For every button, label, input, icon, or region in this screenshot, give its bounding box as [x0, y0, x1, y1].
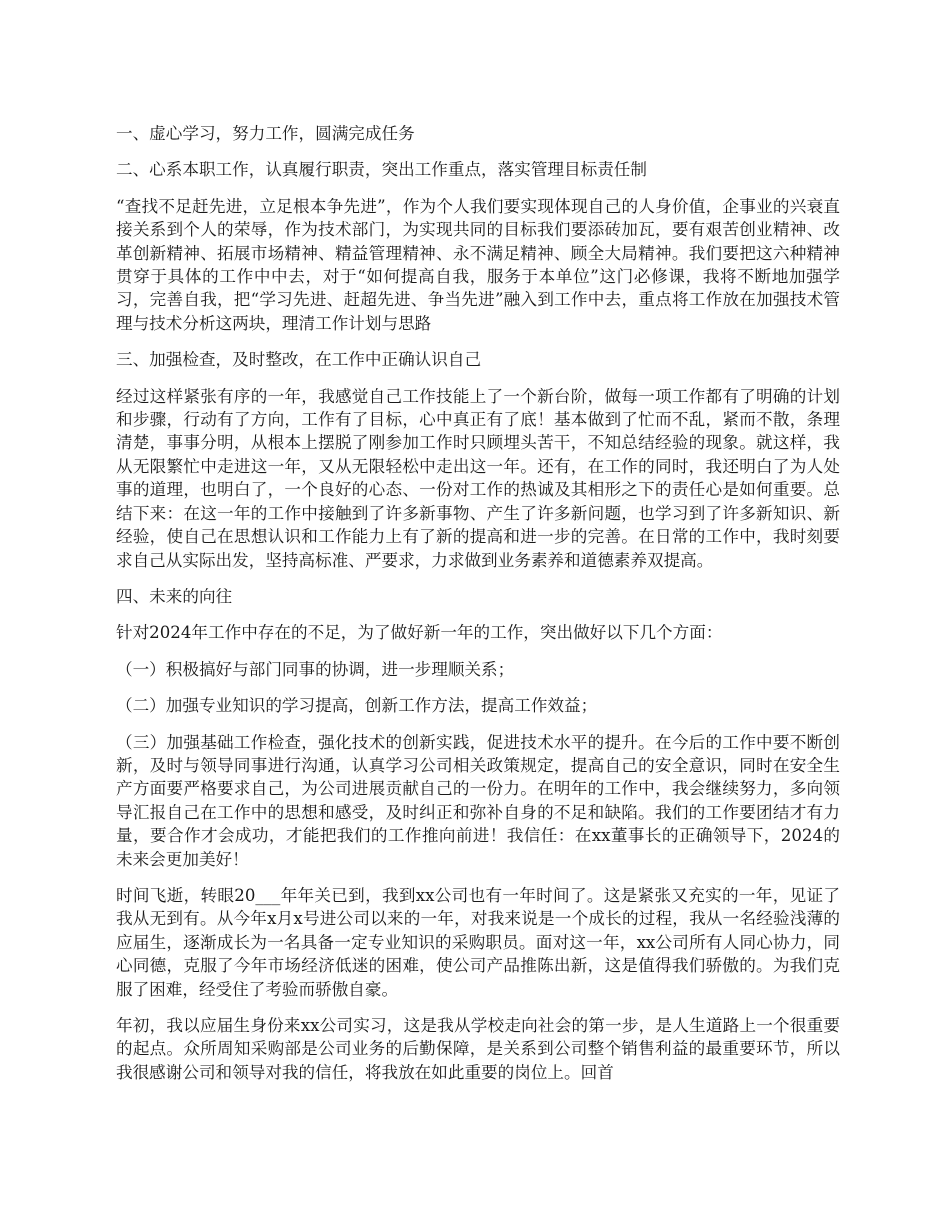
paragraph-spirit: “查找不足赶先进，立足根本争先进”，作为个人我们要实现体现自己的人身价值，企事业的兴衰直接关系到个人的荣辱，作为技术部门，为实现共同的目标我们要添砖加瓦，要有艰苦创业精神、改革创新精神、拓展市场精神、精益管理精神、永不满足精神、顾全大局精神。我们要把这六种精神贯穿于具体的工作中中去，对于“如何提高自我，服务于本单位”这门必修课，我将不断地加强学习，完善自我，把“学习先进、赶超先进、争当先进”融入到工作中去，重点将工作放在加强技术管理与技术分析这两块，理清工作计划与思路 — [116, 196, 840, 333]
section-heading-2: 二、心系本职工作，认真履行职责，突出工作重点，落实管理目标责任制 — [116, 160, 647, 180]
section-heading-3: 三、加强检查，及时整改，在工作中正确认识自己 — [116, 350, 482, 370]
section-heading-4: 四、未来的向往 — [116, 586, 233, 606]
paragraph-year-review: 时间飞逝，转眼20___年年关已到，我到xx公司也有一年时间了。这是紧张又充实的一年，见证了我从无到有。从今年x月x号进公司以来的一年，对我来说是一个成长的过程，我从一名经验浅薄的应届生，逐渐成长为一名具备一定专业知识的采购职员。面对这一年，xx公司所有人同心协力，同心同德，克服了今年市场经济低迷的困难，使公司产品推陈出新，这是值得我们骄傲的。为我们克服了困难，经受住了考验而骄傲自豪。 — [116, 885, 840, 999]
paragraph-review: 经过这样紧张有序的一年，我感觉自己工作技能上了一个新台阶，做每一项工作都有了明确的计划和步骤，行动有了方向，工作有了目标，心中真正有了底！基本做到了忙而不乱，紧而不散，条理清楚，事事分明，从根本上摆脱了刚参加工作时只顾埋头苦干，不知总结经验的现象。就这样，我从无限繁忙中走进这一年，又从无限轻松中走出这一年。还有，在工作的同时，我还明白了为人处事的道理，也明白了，一个良好的心态、一份对工作的热诚及其相形之下的责任心是如何重要。总结下来：在这一年的工作中接触到了许多新事物、产生了许多新问题，也学习到了许多新知识、新经验，使自己在思想认识和工作能力上有了新的提高和进一步的完善。在日常的工作中，我时刻要求自己从实际出发，坚持高标准、严要求，力求做到业务素养和道德素养双提高。 — [116, 386, 840, 570]
list-item-3: （三）加强基础工作检查，强化技术的创新实践，促进技术水平的提升。在今后的工作中要不断创新，及时与领导同事进行沟通，认真学习公司相关政策规定，提高自己的安全意识，同时在安全生产方面要严格要求自己，为公司进展贡献自己的一份力。在明年的工作中，我会继续努力，多向领导汇报自己在工作中的思想和感受，及时纠正和弥补自身的不足和缺陷。我们的工作要团结才有力量，要合作才会成功，才能把我们的工作推向前进！我信任：在xx董事长的正确领导下，2024的未来会更加美好！ — [116, 732, 840, 869]
list-item-1: （一）积极搞好与部门同事的协调，进一步理顺关系； — [116, 659, 515, 679]
paragraph-beginning: 年初，我以应届生身份来xx公司实习，这是我从学校走向社会的第一步，是人生道路上一个很重要的起点。众所周知采购部是公司业务的后勤保障，是关系到公司整个销售利益的最重要环节，所以我很感谢公司和领导对我的信任，将我放在如此重要的岗位上。回首 — [116, 1016, 840, 1082]
section-heading-1: 一、虚心学习，努力工作，圆满完成任务 — [116, 124, 415, 143]
document-body — [116, 122, 840, 1097]
paragraph-plan-intro: 针对2024年工作中存在的不足，为了做好新一年的工作，突出做好以下几个方面： — [116, 623, 723, 643]
list-item-2: （二）加强专业知识的学习提高，创新工作方法，提高工作效益； — [116, 696, 598, 716]
